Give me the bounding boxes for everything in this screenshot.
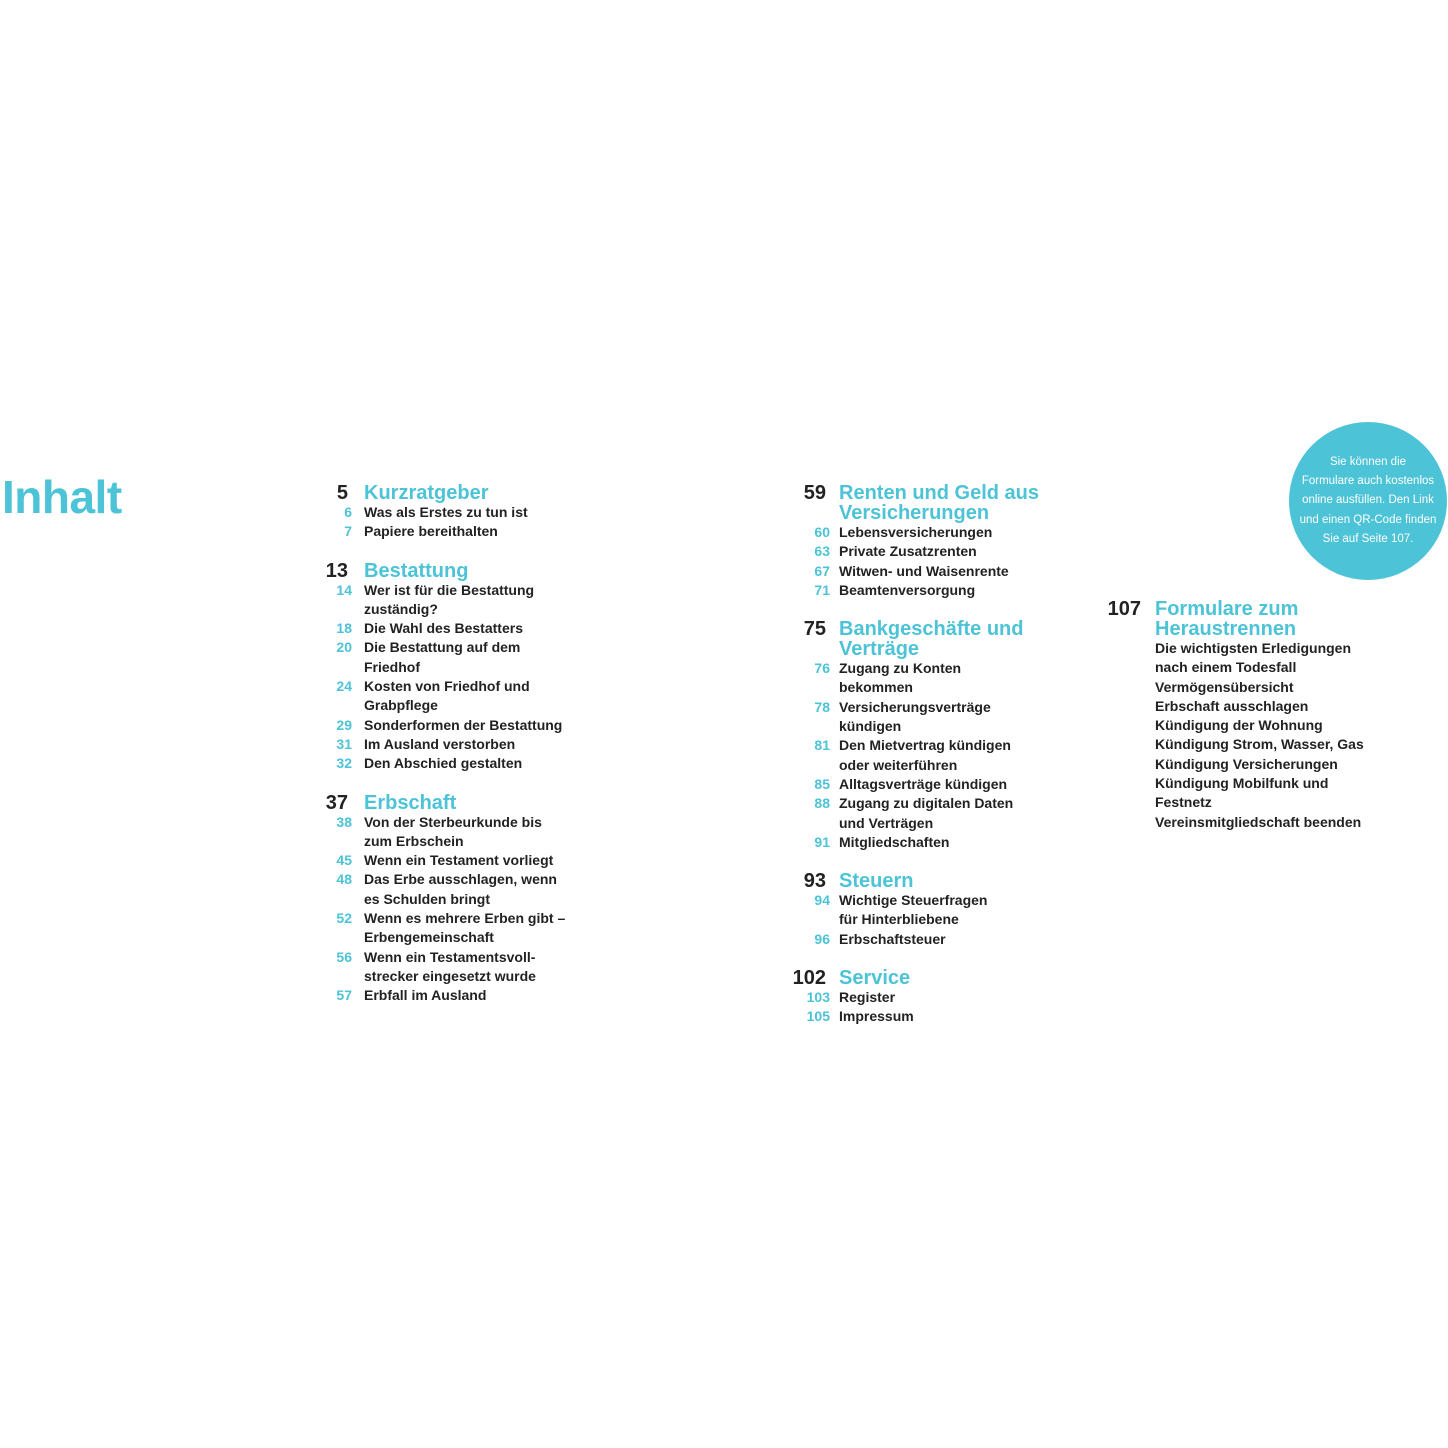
section-title: Renten und Geld aus Versicherungen (839, 482, 1040, 524)
entry-list (792, 659, 1082, 852)
toc-entry (804, 736, 1082, 775)
entry-title: Lebensversicherungen (839, 524, 993, 540)
section-heading (320, 483, 620, 503)
entry-title: Versicherungsverträge kündigen (839, 698, 991, 735)
section-heading (792, 871, 1082, 891)
toc-entry (804, 775, 1082, 794)
toc-section (792, 483, 1082, 600)
section-page-number: 37 (325, 791, 348, 814)
toc-column-2 (792, 483, 1082, 1046)
toc-column-3 (1103, 599, 1393, 851)
toc-entry (804, 988, 1082, 1007)
section-title: Kurzratgeber (364, 482, 489, 504)
entry-title: Mitgliedschaften (839, 833, 950, 850)
entry-page-number: 20 (336, 639, 352, 656)
entry-title: Witwen- und Waisenrente (839, 562, 1009, 579)
toc-entry (804, 833, 1082, 852)
toc-entry (804, 794, 1082, 833)
entry-title: Alltagsverträge kündigen (839, 775, 1008, 792)
entry-title: Von der Sterbeurkunde bis zum Erbschein (364, 813, 542, 849)
toc-section (1103, 599, 1393, 832)
entry-title: Was als Erstes zu tun ist (364, 504, 528, 520)
entry-title: Zugang zu Konten bekommen (839, 660, 962, 696)
toc-entry (1155, 774, 1393, 813)
entry-list (320, 503, 620, 542)
entry-list (792, 523, 1082, 600)
section-heading (1103, 599, 1393, 639)
toc-entry (332, 851, 620, 870)
entry-page-number: 88 (814, 795, 830, 812)
toc-section (792, 968, 1082, 1027)
entry-page-number: 78 (814, 698, 830, 715)
toc-section (792, 871, 1082, 949)
entry-page-number: 67 (814, 562, 830, 579)
entry-page-number: 24 (336, 678, 352, 695)
entry-list (792, 891, 1082, 949)
toc-entry (332, 735, 620, 754)
toc-entry (332, 581, 620, 620)
entry-list (320, 581, 620, 774)
entry-page-number: 63 (814, 543, 830, 560)
toc-column-1 (320, 483, 620, 1025)
entry-title: Kündigung Mobilfunk und Festnetz (1155, 775, 1329, 811)
section-page-number: 75 (803, 618, 826, 641)
entry-title: Sonderformen der Bestattung (364, 716, 563, 733)
entry-page-number: 18 (336, 620, 352, 637)
section-page-number: 59 (803, 482, 826, 504)
entry-title: Kündigung Strom, Wasser, Gas (1155, 736, 1364, 753)
entry-page-number: 29 (336, 716, 352, 733)
entry-page-number: 6 (344, 504, 352, 520)
toc-entry (332, 813, 620, 852)
section-page-number: 107 (1107, 598, 1141, 620)
entry-title: Erbschaftsteuer (839, 930, 946, 947)
toc-section (320, 561, 620, 774)
section-title: Steuern (839, 870, 914, 893)
section-heading (792, 968, 1082, 988)
section-title: Service (839, 967, 911, 990)
entry-title: Vereinsmitgliedschaft beenden (1155, 813, 1362, 830)
toc-entry (804, 523, 1082, 542)
toc-entry (332, 677, 620, 716)
toc-entry (804, 562, 1082, 581)
section-title: Bestattung (364, 559, 469, 582)
entry-list (1103, 639, 1393, 832)
toc-entry (804, 1007, 1082, 1026)
entry-title: Private Zusatzrenten (839, 543, 977, 560)
section-title: Formulare zum Heraustrennen (1155, 598, 1299, 640)
entry-page-number: 56 (336, 948, 352, 965)
toc-entry (804, 542, 1082, 561)
toc-entry (332, 986, 620, 1005)
entry-title: Erbschaft ausschlagen (1155, 697, 1309, 714)
entry-title: Im Ausland verstorben (364, 735, 516, 752)
section-page-number: 102 (792, 967, 826, 990)
toc-entry (1155, 678, 1393, 697)
entry-title: Kosten von Friedhof und Grabpflege (364, 678, 530, 714)
section-page-number: 5 (336, 482, 348, 504)
entry-title: Wenn ein Testament vorliegt (364, 852, 554, 869)
toc-entry (332, 716, 620, 735)
entry-title: Wenn es mehrere Erben gibt – Erbengemeinschaft (364, 910, 566, 946)
entry-page-number: 38 (336, 813, 352, 830)
toc-entry (332, 909, 620, 948)
entry-page-number: 60 (814, 524, 830, 540)
toc-entry (332, 870, 620, 909)
section-title: Bankgeschäfte und Verträge (839, 618, 1024, 661)
toc-section (792, 619, 1082, 852)
toc-entry (332, 948, 620, 987)
toc-entry (804, 698, 1082, 737)
entry-page-number: 103 (806, 989, 830, 1006)
toc-entry (804, 891, 1082, 930)
toc-entry (804, 581, 1082, 600)
entry-page-number: 94 (814, 892, 830, 909)
entry-title: Die Wahl des Bestatters (364, 620, 523, 637)
entry-page-number: 52 (336, 910, 352, 927)
entry-page-number: 91 (814, 833, 830, 850)
entry-title: Kündigung Versicherungen (1155, 755, 1338, 772)
entry-page-number: 45 (336, 852, 352, 869)
entry-page-number: 76 (814, 660, 830, 677)
entry-title: Den Abschied gestalten (364, 755, 523, 772)
entry-title: Die wichtigsten Erledigungen nach einem Todesfall (1155, 640, 1352, 676)
entry-title: Den Mietvertrag kündigen oder weiterführen (839, 737, 1011, 773)
toc-entry (332, 638, 620, 677)
section-page-number: 93 (803, 870, 826, 893)
section-heading (320, 561, 620, 581)
toc-entry (332, 619, 620, 638)
entry-title: Die Bestattung auf dem Friedhof (364, 639, 521, 675)
entry-title: Papiere bereithalten (364, 523, 498, 540)
toc-entry (804, 930, 1082, 949)
page-title: Inhalt (2, 471, 122, 523)
entry-page-number: 96 (814, 930, 830, 947)
section-title: Erbschaft (364, 791, 457, 814)
toc-entry (332, 503, 620, 522)
entry-page-number: 7 (344, 523, 352, 540)
entry-page-number: 48 (336, 871, 352, 888)
toc-entry (332, 754, 620, 773)
entry-title: Wichtige Steuerfragen für Hinterbliebene (839, 892, 988, 928)
toc-entry (1155, 735, 1393, 754)
entry-page-number: 85 (814, 775, 830, 792)
section-page-number: 13 (325, 559, 348, 582)
entry-title: Kündigung der Wohnung (1155, 717, 1323, 734)
entry-list (320, 813, 620, 1006)
toc-entry (1155, 755, 1393, 774)
section-heading (792, 619, 1082, 659)
entry-page-number: 57 (336, 987, 352, 1004)
entry-list (792, 988, 1082, 1027)
section-heading (792, 483, 1082, 523)
toc-entry (1155, 813, 1393, 832)
entry-title: Vermögensübersicht (1155, 678, 1294, 695)
entry-title: Register (839, 989, 896, 1006)
entry-page-number: 105 (806, 1008, 830, 1025)
entry-title: Wer ist für die Bestattung zuständig? (364, 581, 535, 617)
entry-title: Erbfall im Ausland (364, 987, 487, 1004)
entry-title: Impressum (839, 1008, 914, 1025)
section-heading (320, 793, 620, 813)
toc-entry (332, 522, 620, 541)
entry-page-number: 81 (814, 737, 830, 754)
info-bubble: Sie können die Formulare auch kostenlos online ausfüllen. Den Link und einen QR-Code finden Sie auf Seite 107. (1289, 422, 1447, 580)
entry-title: Zugang zu digitalen Daten und Verträgen (839, 795, 1014, 831)
entry-page-number: 14 (336, 581, 352, 598)
entry-title: Beamtenversorgung (839, 581, 976, 598)
entry-page-number: 71 (814, 581, 830, 598)
entry-page-number: 31 (336, 735, 352, 752)
toc-section (320, 793, 620, 1006)
entry-title: Das Erbe ausschlagen, wenn es Schulden bringt (364, 871, 557, 907)
toc-entry (1155, 639, 1393, 678)
toc-entry (804, 659, 1082, 698)
toc-entry (1155, 716, 1393, 735)
entry-title: Wenn ein Testamentsvoll- strecker eingesetzt wurde (364, 948, 536, 984)
toc-entry (1155, 697, 1393, 716)
toc-section (320, 483, 620, 542)
entry-page-number: 32 (336, 755, 352, 772)
